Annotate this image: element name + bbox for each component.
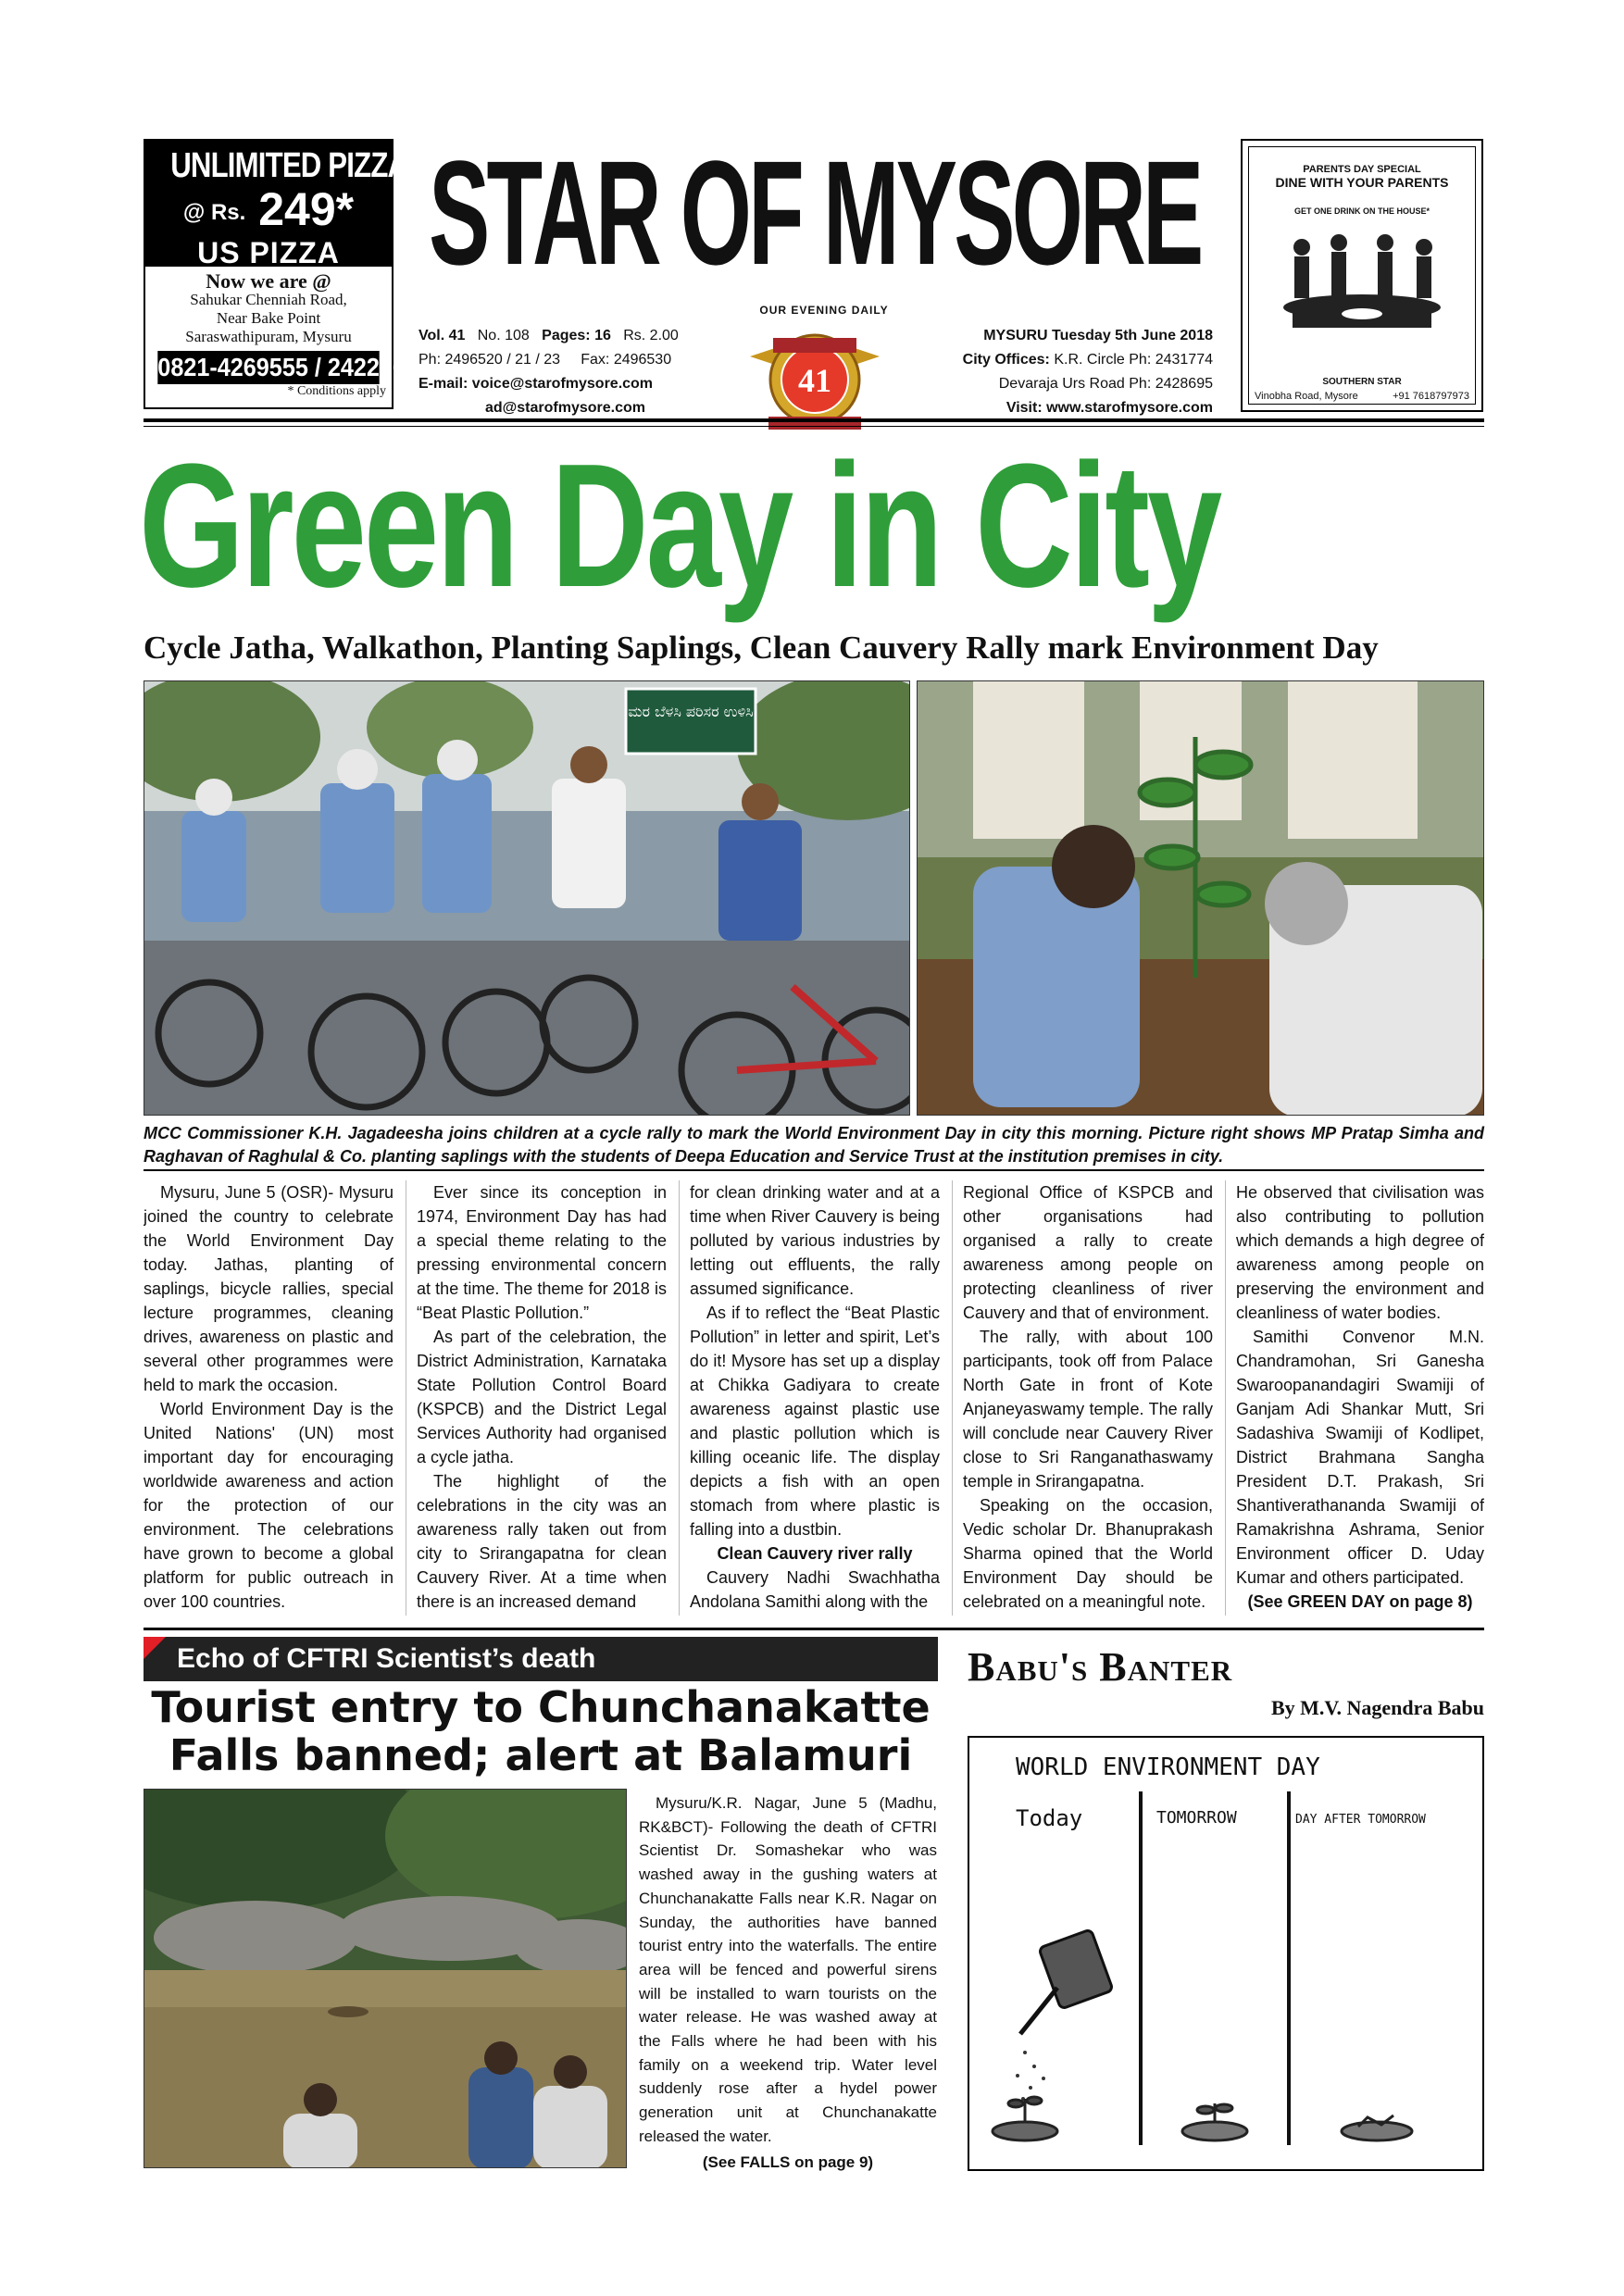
email-line <box>418 372 679 396</box>
pages-count: 16 <box>594 328 611 343</box>
story2-headline <box>144 1683 938 1779</box>
paragraph: Mysuru, June 5 (OSR)- Mysuru joined the country to celebrate the World Environment Day today. Jathas, planting of saplings, bicycle rallies, special lecture programmes, cleaning drives, awareness on plastic and several other programmes were held to mark the occasion. <box>144 1183 394 1394</box>
ad-address-line: Near Bake Point <box>216 309 321 327</box>
ad-price <box>149 183 388 236</box>
city-offices-label: City Offices: <box>962 352 1050 368</box>
paragraph: The highlight of the celebrations in the city was an awareness rally taken out from city to Srirangapatna for clean Cauvery River. At a time when there is an increased demand <box>417 1472 667 1611</box>
headline-line: Falls banned; alert at Balamuri <box>169 1730 913 1780</box>
watering-can-icon <box>1020 1929 1113 2034</box>
paragraph: Mysuru/K.R. Nagar, June 5 (Madhu, RK&BCT)- Following the death of CFTRI Scientist Dr. Somashekar who was washed away in the gushing waters at Chunchanakatte Falls near K.R. Nagar on Sunday, the authorities have banned tourist entry into the waterfalls. The entire area will be fenced and powerful sirens will be installed to warn tourists on the water release. He was washed away at the Falls where he had been with his family on a weekend trip. Water level suddenly rose after a hydel power generation unit at Chunchanakatte released the water. <box>639 1794 937 2145</box>
paragraph: Cauvery Nadhi Swachhatha Andolana Samithi along with the <box>690 1568 940 1611</box>
ad-line3: GET ONE DRINK ON THE HOUSE* <box>1293 206 1430 216</box>
city-office-line <box>935 348 1213 372</box>
vol-number: 41 <box>448 328 466 343</box>
paragraph: As part of the celebration, the District Administration, Karnataka State Pollution Control Board (KSPCB) and the District Legal Services Authority had organised a cycle jatha. <box>417 1328 667 1466</box>
article-column-2 <box>417 1180 667 1620</box>
subheading: Clean Cauvery river rally <box>717 1544 913 1563</box>
paragraph: Samithi Convenor M.N. Chandramohan, Sri Ganesha Swaroopanandagiri Swamiji of Ganjam Adi Shankar Mutt, Sri Sadashiva Swamiji of Kodlipet, District Brahmana Sangha President D.T. Prakash, Sri Shantiverathananda Swamiji of Ramakrishna Ashrama, Senior Environment officer D. Uday Kumar and others participated. <box>1236 1328 1484 1587</box>
sapling-planting-image <box>918 681 1484 1116</box>
ad-price-value: 249* <box>258 183 355 235</box>
issue-number: 108 <box>505 328 530 343</box>
fax: Fax: 2496530 <box>581 352 672 368</box>
dead-sapling-icon <box>1342 2115 1412 2140</box>
lead-headline: Green Day in City <box>139 428 1220 624</box>
falls-photo <box>144 1789 627 2168</box>
cartoon-heading: WORLD ENVIRONMENT DAY <box>1016 1753 1320 1781</box>
phone: Ph: 2496520 / 21 / 23 <box>418 352 561 368</box>
panel-label: Today <box>1016 1805 1083 1831</box>
paragraph: for clean drinking water and at a time when River Cauvery is being polluted by various industries by letting out effluents, the rally assumed significance. <box>690 1183 940 1298</box>
dateline: MYSURU Tuesday 5th June 2018 <box>983 328 1213 343</box>
wilting-sapling-icon <box>1182 2103 1247 2140</box>
falls-image <box>144 1790 627 2168</box>
continued-link[interactable]: (See GREEN DAY on page 8) <box>1247 1592 1473 1611</box>
website-link[interactable]: www.starofmysore.com <box>1046 400 1213 416</box>
article-column-4 <box>963 1180 1213 1620</box>
column-divider <box>952 1180 953 1616</box>
masthead-rule <box>144 418 1484 422</box>
ad-footer <box>1249 391 1475 402</box>
ad-header <box>145 141 408 269</box>
email-label: E-mail: <box>418 376 468 392</box>
photo-caption: MCC Commissioner K.H. Jagadeesha joins children at a cycle rally to mark the World Environment Day in city this morning. Picture right shows MP Pratap Simha and Raghavan of Raghulal & Co. planting saplings with the students of Deepa Education and Service Trust at the institution premises in city. <box>144 1124 1484 1166</box>
pages-label: Pages: <box>542 328 591 343</box>
dateline-info <box>935 324 1213 420</box>
continued-link[interactable]: (See FALLS on page 9) <box>702 2152 874 2171</box>
price: Rs. 2.00 <box>623 328 679 343</box>
issue-info <box>418 324 679 420</box>
ad-now-at: Now we are @ <box>206 269 331 293</box>
emblem-number: 41 <box>798 362 831 399</box>
article-column-1 <box>144 1180 394 1620</box>
rally-sign-text: ಮರ ಬೆಳಸಿ ಪರಿಸರ ಉಳಿಸಿ <box>628 703 754 720</box>
panel-label: TOMORROW <box>1156 1808 1237 1828</box>
phone-line <box>418 348 679 372</box>
column-divider <box>679 1180 680 1616</box>
ad-line1: PARENTS DAY SPECIAL <box>1303 164 1421 175</box>
vol-label: Vol. <box>418 328 445 343</box>
newspaper-title: STAR OF MYSORE <box>429 130 1201 295</box>
ad-brand: SOUTHERN STAR <box>1322 377 1402 387</box>
visit-label: Visit: <box>1006 400 1043 416</box>
paragraph: Regional Office of KSPCB and other organisations had organised a rally to create awareness among people on protecting cleanliness of river Cauvery and that of environment. <box>963 1183 1213 1322</box>
email-link[interactable]: voice@starofmysore.com <box>471 376 654 392</box>
us-pizza-ad <box>144 139 418 409</box>
ad-address-line: Sahukar Chenniah Road, <box>190 291 347 308</box>
caption-rule <box>144 1169 1484 1171</box>
tagline: OUR EVENING DAILY <box>759 304 889 317</box>
cartoon-byline: By M.V. Nagendra Babu <box>1270 1696 1484 1719</box>
paragraph: Ever since its conception in 1974, Environment Day has had a special theme relating to the pressing environmental concern at the time. The theme for 2018 is “Beat Plastic Pollution.” <box>417 1183 667 1322</box>
city-office: K.R. Circle Ph: 2431774 <box>1054 352 1213 368</box>
section-rule <box>144 1628 1484 1630</box>
ad-phone: +91 7618797973 <box>1393 391 1469 402</box>
paragraph: As if to reflect the “Beat Plastic Pollution” in letter and spirit, Let’s do it! Mysore has set up a display at Chikka Gadiyara to create awareness against plastic use and plastic pollution which is killing oceanic life. The display depicts a fish with an open stomach from where plastic is falling into a dustbin. <box>690 1304 940 1539</box>
ad-line1: UNLIMITED PIZZA <box>170 146 408 185</box>
paragraph: He observed that civilisation was also contributing to pollution which demands a high degree of awareness among people on preserving the environment and cleanliness of water bodies. <box>1236 1183 1484 1322</box>
website-line <box>935 396 1213 420</box>
no-label: No. <box>477 328 501 343</box>
ad-address: Vinobha Road, Mysore <box>1255 391 1358 402</box>
sapling-icon <box>993 2097 1057 2140</box>
paragraph: Speaking on the occasion, Vedic scholar Dr. Bhanuprakash Sharma opined that the World Environment Day should be celebrated on a meaningful note. <box>963 1496 1213 1611</box>
story-kicker <box>144 1637 938 1681</box>
cartoon-panel <box>968 1736 1484 2171</box>
ad-brand: US PIZZA <box>197 235 340 269</box>
ad-conditions: * Conditions apply <box>287 384 386 398</box>
issue-line <box>418 324 679 348</box>
cartoon-drawing <box>969 1738 1482 2169</box>
article-column-3 <box>690 1180 940 1620</box>
lead-subhead: Cycle Jatha, Walkathon, Planting Saplings, Clean Cauvery Rally mark Environment Day <box>144 630 1379 666</box>
panel-label: DAY AFTER TOMORROW <box>1295 1813 1426 1827</box>
cycle-rally-image <box>144 681 910 1116</box>
city-office: Devaraja Urs Road Ph: 2428695 <box>998 376 1213 392</box>
headline-line: Tourist entry to Chunchanakatte <box>151 1682 931 1732</box>
ad-address <box>145 267 392 346</box>
article-column-5 <box>1236 1180 1484 1620</box>
ad-frame <box>1248 146 1476 405</box>
paragraph: World Environment Day is the United Nations' (UN) most important day for encouraging worldwide awareness and action for the protection of our environment. The celebrations have grown to become a global platform for public outreach in over 100 countries. <box>144 1400 394 1611</box>
story2-body <box>639 1791 937 2174</box>
southern-star-ad <box>1241 139 1483 412</box>
column-divider <box>1225 1180 1226 1616</box>
sapling-planting-photo <box>917 680 1484 1116</box>
cycle-rally-photo <box>144 680 910 1116</box>
dining-illustration <box>1255 219 1468 331</box>
ad-line2: DINE WITH YOUR PARENTS <box>1275 175 1449 190</box>
email-link[interactable]: ad@starofmysore.com <box>485 400 645 416</box>
ad-address-line: Saraswathipuram, Mysuru <box>185 328 352 345</box>
email-line-2 <box>418 396 679 420</box>
cartoon-title: Babu's Banter <box>968 1644 1233 1690</box>
ad-price-prefix: @ Rs. <box>182 199 246 225</box>
kicker-triangle-icon <box>144 1637 166 1659</box>
ad-phone: 0821-4269555 / 2422666 <box>157 351 379 384</box>
kicker-text: Echo of CFTRI Scientist’s death <box>177 1643 596 1674</box>
paragraph: The rally, with about 100 participants, took off from Palace North Gate in front of Kote Anjaneyaswamy temple. The rally will conclude near Cauvery River close to Sri Ranganathaswamy temple in Srirangapatna. <box>963 1328 1213 1491</box>
